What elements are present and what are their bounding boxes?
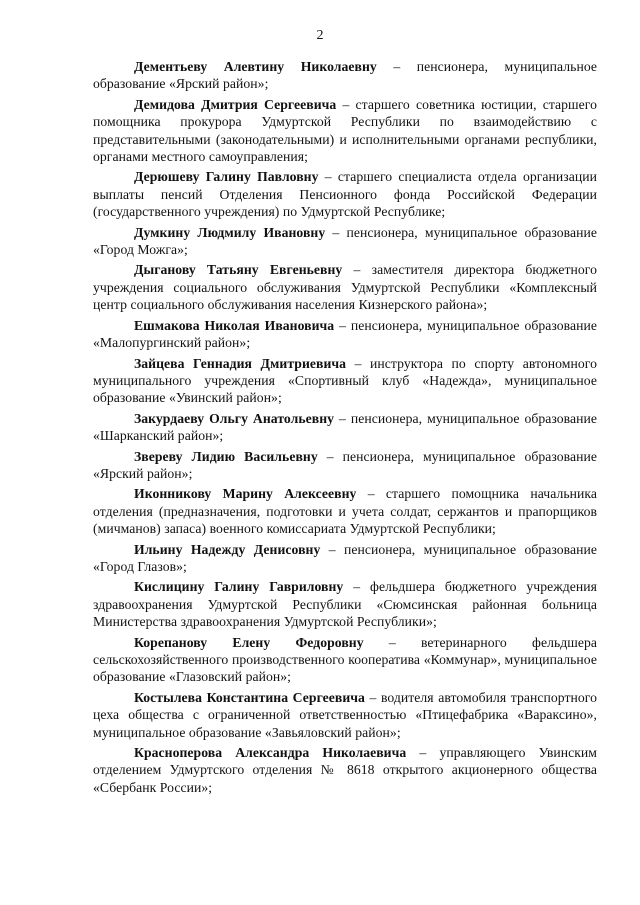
list-item xyxy=(93,689,597,741)
list-item xyxy=(93,541,597,576)
person-name: Костылева Константина Сергеевича xyxy=(134,689,365,705)
person-name: Дементьеву Алевтину Николаевну xyxy=(134,59,377,74)
list-item xyxy=(93,96,597,166)
list-item xyxy=(93,355,597,407)
person-description: – фельдшера бюджетного учреждения здравоохранения Удмуртской Республики «Сюмсинская районная больница Министерства здравоохранения Удмуртской Республики»; xyxy=(93,579,597,630)
person-name: Ильину Надежду Денисовну xyxy=(134,541,321,557)
award-list xyxy=(93,58,597,799)
person-name: Думкину Людмилу Ивановну xyxy=(134,224,326,240)
list-item xyxy=(93,410,597,445)
person-description: – ветеринарного фельдшера сельскохозяйственного производственного кооператива «Коммунар», муниципальное образование «Глазовский район»; xyxy=(93,634,597,685)
person-name: Красноперова Александра Николаевича xyxy=(134,745,407,761)
person-description: – пенсионера, муниципальное образование «Город Можга»; xyxy=(93,224,598,258)
list-item xyxy=(93,448,597,483)
person-description: – старшего помощника начальника отделения (предназначения, подготовки и учета солдат, сержантов и прапорщиков (мичманов) запаса) военного комиссариата Удмуртской Республики; xyxy=(93,486,597,537)
person-name: Ешмакова Николая Ивановича xyxy=(134,317,335,333)
list-item xyxy=(93,58,597,93)
list-item xyxy=(93,168,597,220)
person-description: – пенсионера, муниципальное образование «Ярский район»; xyxy=(93,59,598,92)
list-item xyxy=(93,485,597,537)
person-description: – пенсионера, муниципальное образование «Ярский район»; xyxy=(93,448,597,481)
person-name: Закурдаеву Ольгу Анатольевну xyxy=(134,410,335,426)
person-name: Демидова Дмитрия Сергеевича xyxy=(134,96,337,112)
list-item xyxy=(93,578,597,630)
list-item xyxy=(93,224,597,259)
person-name: Кислицину Галину Гавриловну xyxy=(134,579,344,595)
person-description: – инструктора по спорту автономного муниципального учреждения «Спортивный клуб «Надежда», муниципальное образование «Увинский район»; xyxy=(93,355,597,406)
list-item xyxy=(93,317,597,352)
list-item xyxy=(93,744,597,796)
page-number: 2 xyxy=(316,28,324,43)
person-name: Корепанову Елену Федоровну xyxy=(134,634,364,650)
person-description: – старшего специалиста отдела организации выплаты пенсий Отделения Пенсионного фонда Российской Федерации (государственного учреждения) по Удмуртской Республике; xyxy=(93,169,597,220)
person-description: – управляющего Увинским отделением Удмуртского отделения № 8618 открытого акционерного общества «Сбербанк России»; xyxy=(93,745,597,795)
person-name: Дыганову Татьяну Евгеньевну xyxy=(134,262,343,278)
person-name: Дерюшеву Галину Павловну xyxy=(134,169,319,185)
person-description: – пенсионера, муниципальное образование «Малопургинский район»; xyxy=(93,317,597,351)
person-description: – пенсионера, муниципальное образование «Город Глазов»; xyxy=(93,541,598,574)
person-description: – заместителя директора бюджетного учреждения социального обслуживания Удмуртской Республики «Комплексный центр социального обслуживания населения Кизнерского района»; xyxy=(93,262,597,313)
person-name: Звереву Лидию Васильевну xyxy=(134,448,318,464)
person-name: Зайцева Геннадия Дмитриевича xyxy=(134,355,347,371)
list-item xyxy=(93,261,597,313)
person-description: – пенсионера, муниципальное образование «Шарканский район»; xyxy=(93,410,598,444)
person-description: – водителя автомобиля транспортного цеха общества с ограниченной ответственностью «Птицефабрика «Вараксино», муниципальное образование «Завьяловский район»; xyxy=(93,689,597,740)
list-item xyxy=(93,634,597,686)
person-description: – старшего советника юстиции, старшего помощника прокурора Удмуртской Республики по взаимодействию с представительными (законодательными) и исполнительными органами республики, органами местного самоуправления; xyxy=(93,96,597,165)
person-name: Иконникову Марину Алексеевну xyxy=(134,486,357,502)
